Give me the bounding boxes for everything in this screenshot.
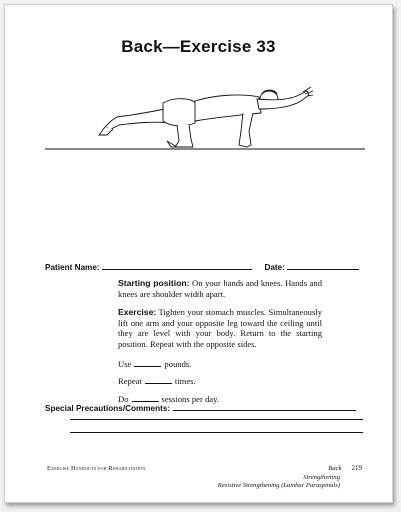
exercise-label: Exercise: bbox=[118, 307, 157, 318]
starting-position-paragraph bbox=[118, 278, 322, 299]
footer-subcategory: Resistive Strengthening (Lumbar Paraspinals) bbox=[217, 482, 340, 490]
handout-page bbox=[4, 4, 393, 503]
footer-section: Back bbox=[328, 465, 342, 472]
repeat-blank[interactable] bbox=[145, 375, 172, 384]
patient-name-field[interactable] bbox=[102, 261, 252, 270]
exercise-instructions bbox=[118, 278, 322, 410]
exercise-illustration bbox=[45, 83, 365, 173]
footer-section-info bbox=[218, 464, 362, 491]
comments-line-1[interactable] bbox=[70, 419, 363, 420]
dosage-use-suffix: pounds. bbox=[164, 358, 192, 369]
sessions-blank[interactable] bbox=[132, 393, 159, 402]
footer-book-title: Exercise Handouts for Rehabilitation bbox=[47, 465, 146, 472]
exercise-text: Tighten your stomach muscles. Simultaneously lift one arm and your opposite leg toward the ceiling until they are level with your body. Return to the starting position. Repeat with the opposite sides. bbox=[118, 307, 322, 349]
dosage-use-line bbox=[118, 358, 322, 370]
comments-line-2[interactable] bbox=[70, 432, 363, 433]
precautions-label: Special Precautions/Comments: bbox=[45, 404, 171, 413]
dosage-repeat-line bbox=[118, 375, 322, 387]
dosage-repeat-suffix: times. bbox=[174, 376, 196, 387]
date-label: Date: bbox=[264, 263, 285, 272]
page-number: 219 bbox=[351, 464, 362, 472]
exercise-paragraph bbox=[118, 307, 322, 349]
pounds-blank[interactable] bbox=[134, 358, 161, 367]
patient-date-row bbox=[45, 261, 363, 272]
dosage-do-suffix: sessions per day. bbox=[161, 393, 219, 404]
precautions-row bbox=[45, 402, 365, 413]
footer-category: Strengthening bbox=[303, 473, 340, 481]
page-title: Back—Exercise 33 bbox=[121, 37, 276, 56]
dosage-use-prefix: Use bbox=[118, 358, 132, 369]
date-field[interactable] bbox=[287, 261, 359, 270]
dosage-repeat-prefix: Repeat bbox=[118, 376, 142, 387]
starting-position-text: On your hands and knees. Hands and knees are shoulder width apart. bbox=[118, 278, 322, 299]
dosage-do-prefix: Do bbox=[118, 393, 129, 404]
patient-name-label: Patient Name: bbox=[45, 263, 100, 272]
precautions-field[interactable] bbox=[173, 402, 356, 411]
starting-position-label: Starting position: bbox=[118, 278, 190, 288]
